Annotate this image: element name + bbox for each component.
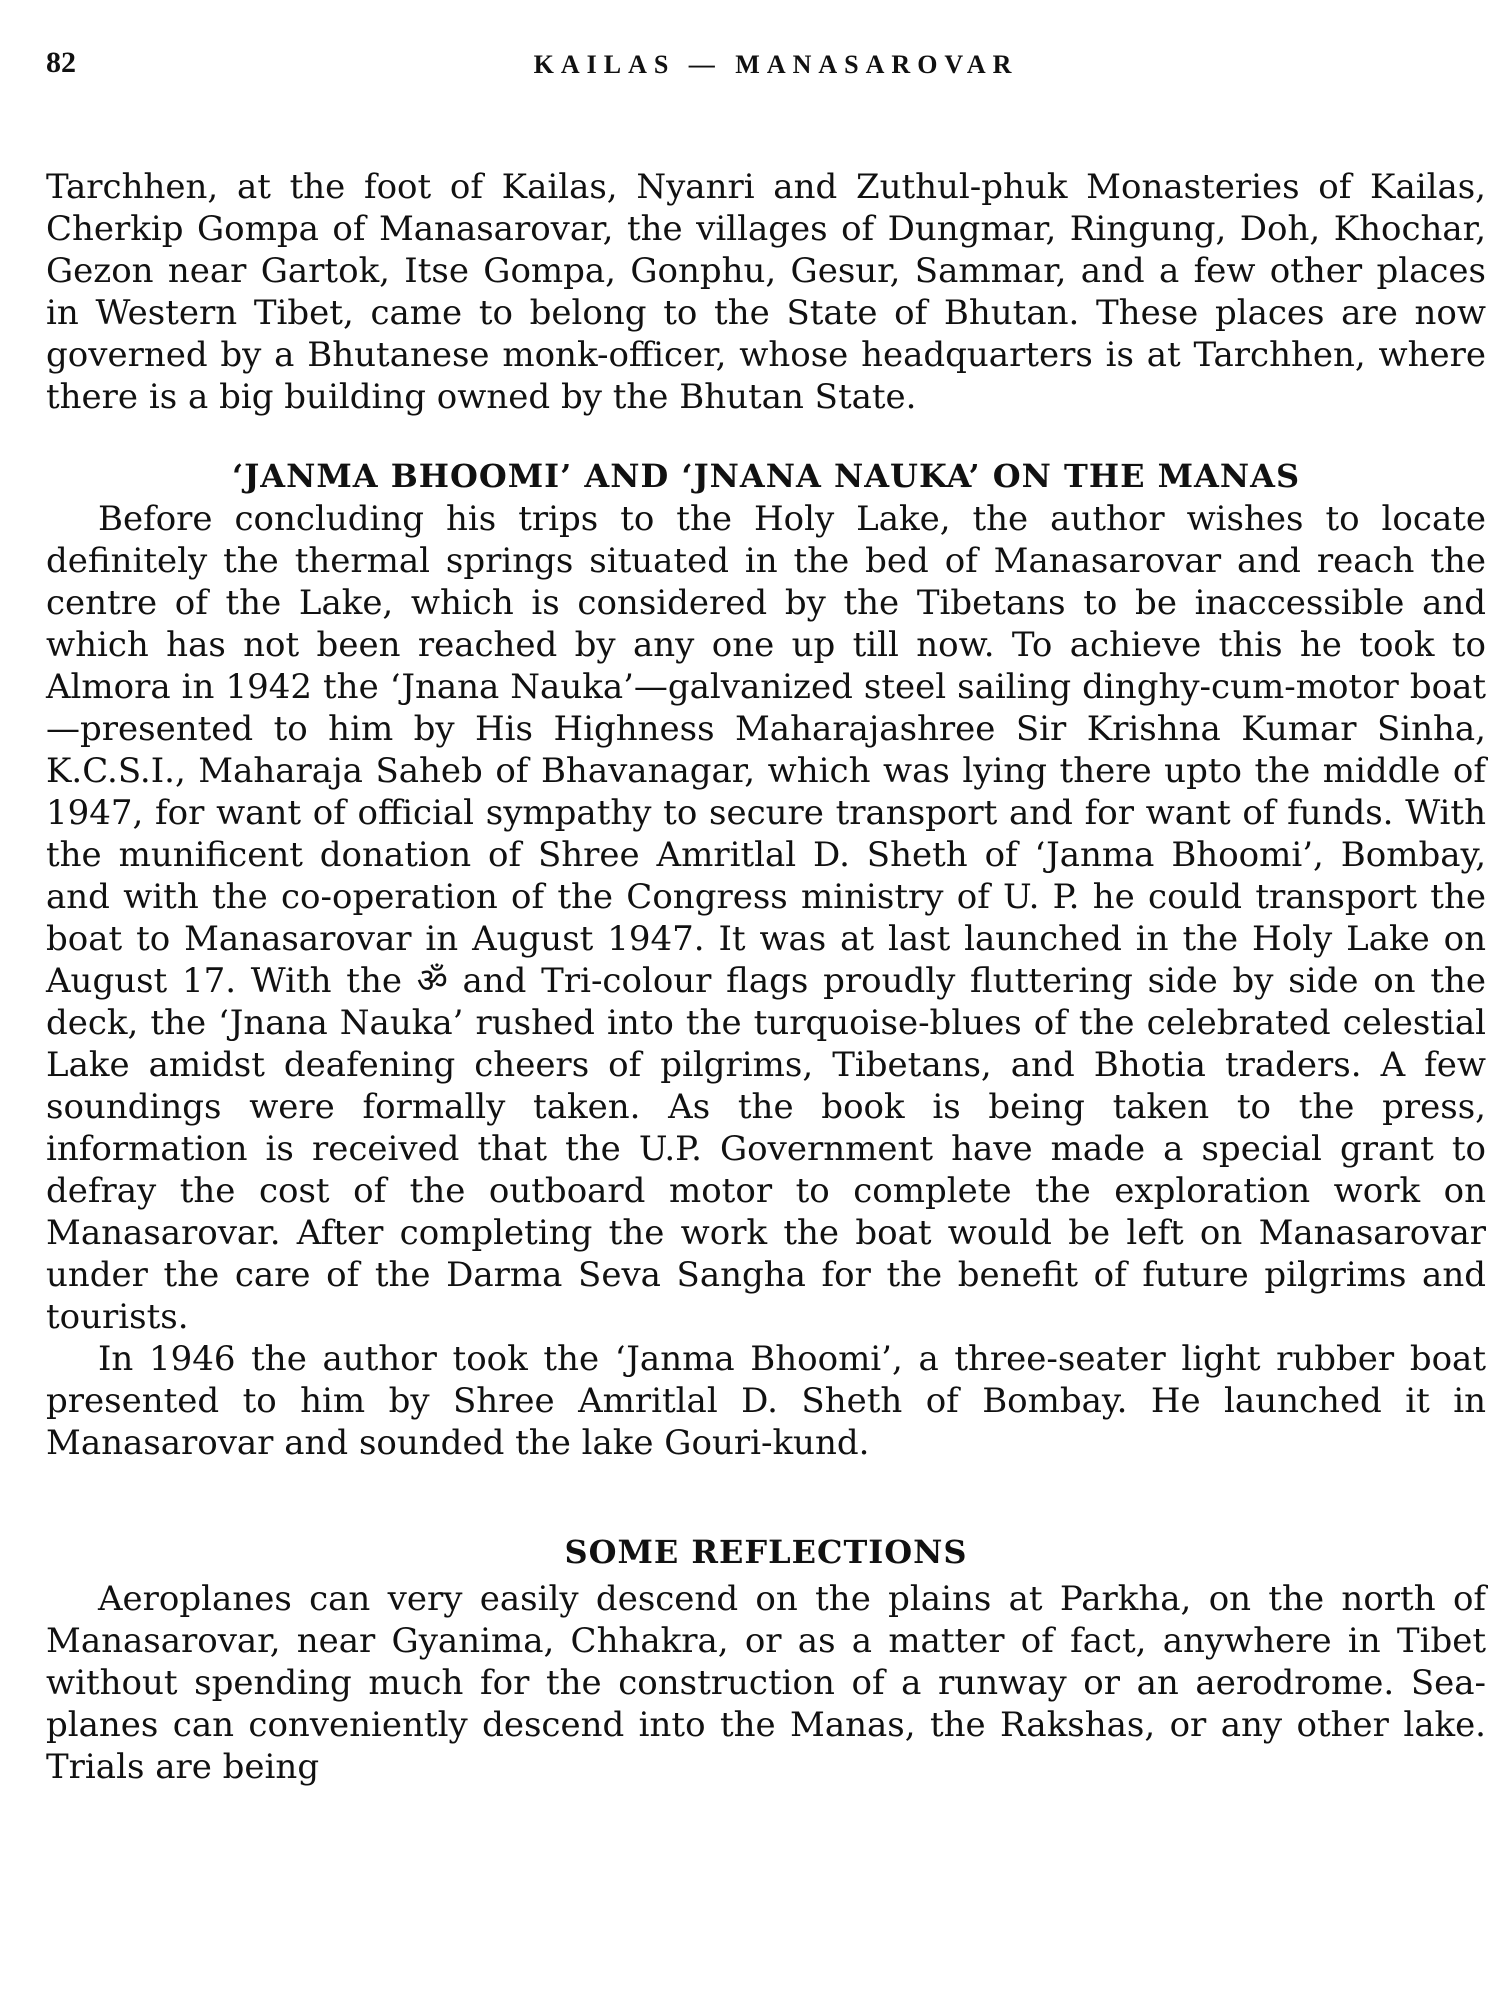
running-head [46,40,1486,88]
paragraph-bhutan-territories: Tarchhen, at the foot of Kailas, Nyanri and Zuthul-phuk Monasteries of Kailas, Cherkip Gompa of Manasarovar, the villages of Dungmar, Ringung, Doh, Khochar, Gezon near Gartok, Itse Gompa, Gonphu, Gesur, Sammar, and a few other places in Western Tibet, came to belong to the State of Bhutan. These places are now governed by a Bhutanese monk-officer, whose headquarters is at Tarchhen, where there is a big building owned by the Bhutan State. [46,167,1486,417]
book-page [46,40,1486,1980]
section-heading-reflections: SOME REFLECTIONS [564,1533,968,1571]
section-heading-janma-bhoomi: ‘JANMA BHOOMI’ AND ‘JNANA NAUKA’ ON THE MANAS [231,457,1301,495]
paragraph-jnana-nauka: Before concluding his trips to the Holy Lake, the author wishes to locate definitely the thermal springs situated in the bed of Manasarovar and reach the centre of the Lake, which is considered by the Tibetans to be inaccessible and which has not been reached by any one up till now. To achieve this he took to Almora in 1942 the ‘Jnana Nauka’—galvanized steel sailing dinghy-cum-motor boat—presented to him by His Highness Maharajashree Sir Krishna Kumar Sinha, K.C.S.I., Maharaja Saheb of Bhavanagar, which was lying there upto the middle of 1947, for want of official sympathy to secure transport and for want of funds. With the munificent donation of Shree Amritlal D. Sheth of ‘Janma Bhoomi’, Bombay, and with the co-operation of the Congress ministry of U. P. he could transport the boat to Manasarovar in August 1947. It was at last launched in the Holy Lake on August 17. With the ॐ and Tri-colour flags proudly fluttering side by side on the deck, the ‘Jnana Nauka’ rushed into the turquoise-blues of the celebrated celestial Lake amidst deafening cheers of pilgrims, Tibetans, and Bhotia traders. A few soundings were formally taken. As the book is being taken to the press, information is received that the U.P. Government have made a special grant to defray the cost of the outboard motor to complete the exploration work on Manasarovar. After completing the work the boat would be left on Manasarovar under the care of the Darma Seva Sangha for the benefit of future pilgrims and tourists. [46,499,1486,1337]
page-number: 82 [46,46,76,79]
paragraph-janma-bhoomi-boat: In 1946 the author took the ‘Janma Bhoomi’, a three-seater light rubber boat presented to him by Shree Amritlal D. Sheth of Bombay. He launched it in Manasarovar and sounded the lake Gouri-kund. [46,1339,1486,1463]
running-title: KAILAS — MANASAROVAR [533,50,1019,79]
paragraph-aeroplanes: Aeroplanes can very easily descend on the plains at Parkha, on the north of Manasarovar, near Gyanima, Chhakra, or as a matter of fact, anywhere in Tibet without spending much for the construction of a runway or an aerodrome. Sea-planes can conveniently descend into the Manas, the Rakshas, or any other lake. Trials are being [46,1579,1486,1787]
